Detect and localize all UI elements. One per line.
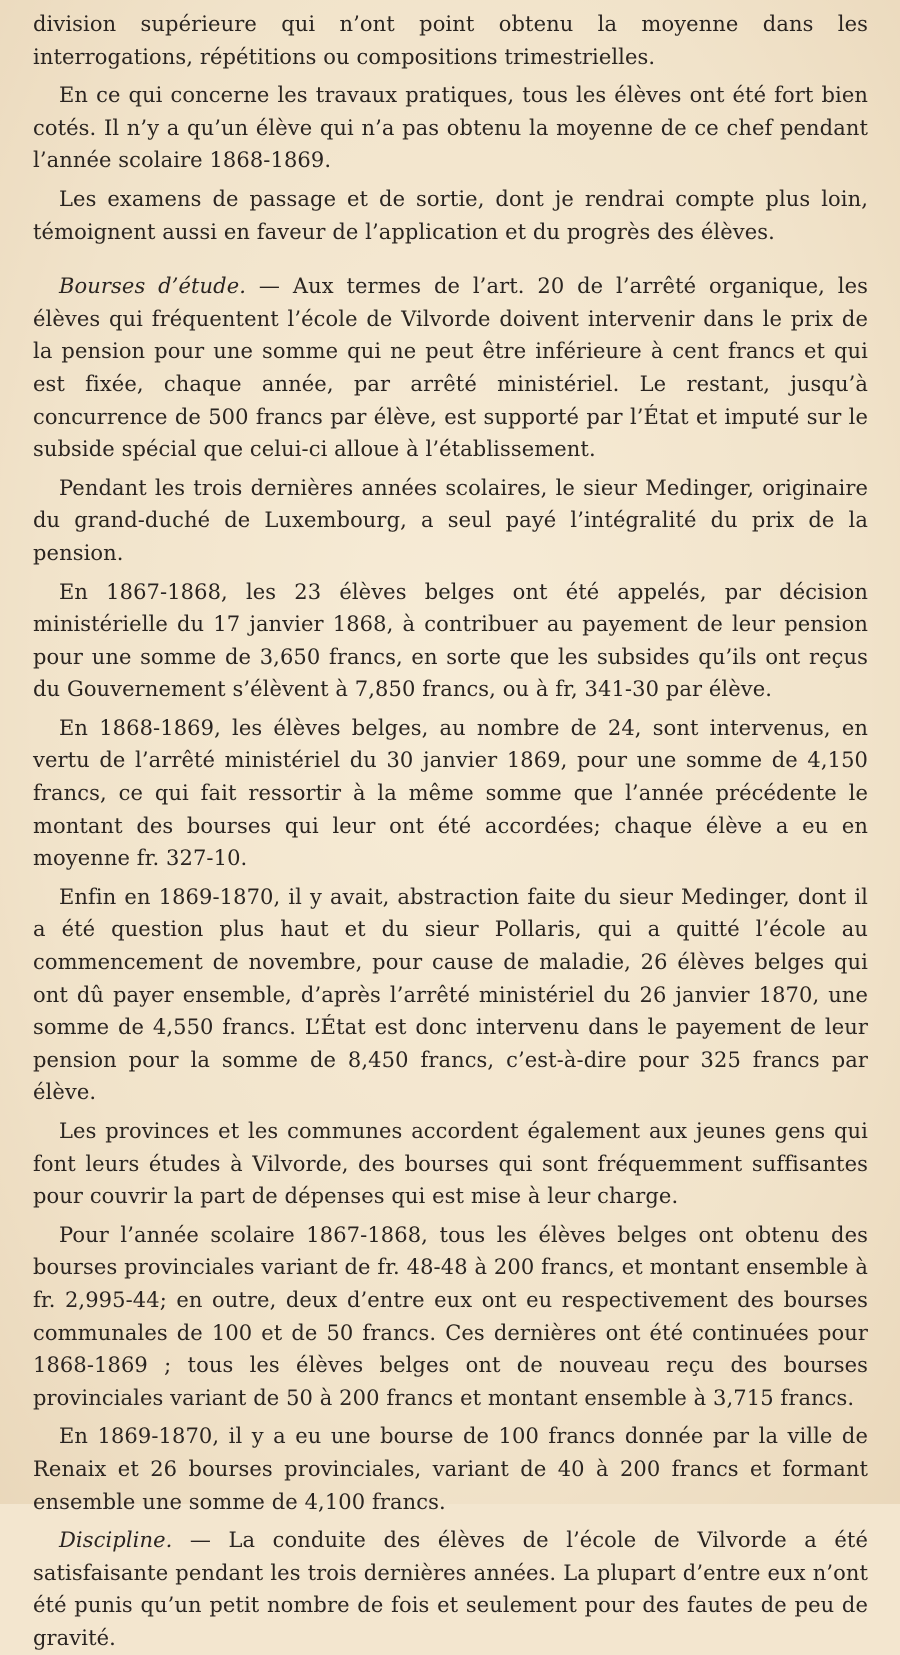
paragraph-1867-1868: En 1867-1868, les 23 élèves belges ont été appelés, par décision ministérielle du 17 janvier 1868, à contribuer au payement de leur pension pour une somme de 3,650 francs, en sorte que les subsides qu’ils ont reçus du Gouvernement s’élèvent à 7,850 francs, ou à fr, 341-30 par élève.: [33, 579, 868, 702]
paragraph-bourses-1869: En 1869-1870, il y a eu une bourse de 100 francs donnée par la ville de Renaix et 26 bourses provinciales, variant de 40 à 200 francs et formant ensemble une somme de 4,100 francs.: [33, 1424, 868, 1514]
paragraph-exams: Les examens de passage et de sortie, dont je rendrai compte plus loin, témoignent aussi en faveur de l’application et du progrès des élèves.: [33, 186, 868, 244]
paragraph-continuation: division supérieure qui n’ont point obtenu la moyenne dans les interrogations, répétitions ou compositions trimestrielles.: [33, 12, 868, 69]
paragraph-bourses-1867: Pour l’année scolaire 1867-1868, tous les élèves belges ont obtenu des bourses provinciales variant de fr. 48-48 à 200 francs, et montant ensemble à fr. 2,995-44; en outre, deux d’entre eux ont eu respectivement des bourses communales de 100 et de 50 francs. Ces dernières ont été continuées pour 1868-1869 ; tous les élèves belges ont de nouveau reçu des bourses provinciales variant de 50 à 200 francs et montant ensemble à 3,715 francs.: [33, 1222, 868, 1410]
paragraph-bourses: Bourses d’étude. — Aux termes de l’art. 20 de l’arrêté organique, les élèves qui fréquentent l’école de Vilvorde doivent intervenir dans le prix de la pension pour une somme qui ne peut être inférieure à cent francs et qui est fixée, chaque année, par arrêté ministériel. Le restant, jusqu’à concurrence de 500 francs par élève, est supporté par l’État et imputé sur le subside spécial que celui-ci alloue à l’établissement.: [33, 274, 868, 462]
paragraph-1868-1869: En 1868-1869, les élèves belges, au nombre de 24, sont intervenus, en vertu de l’arrêté ministériel du 30 janvier 1869, pour une somme de 4,150 francs, ce qui fait ressortir à la même somme que l’année précédente le montant des bourses qui leur ont été accordées; chaque élève a eu en moyenne fr. 327-10.: [33, 715, 868, 871]
section-heading-discipline: Discipline.: [59, 1528, 173, 1553]
paragraph-medinger: Pendant les trois dernières années scolaires, le sieur Medinger, originaire du grand-duché de Luxembourg, a seul payé l’intégralité du prix de la pension.: [33, 475, 868, 565]
paragraph-provinces: Les provinces et les communes accordent également aux jeunes gens qui font leurs études à Vilvorde, des bourses qui sont fréquemment suffisantes pour couvrir la part de dépenses qui est mise à leur charge.: [33, 1119, 868, 1209]
section-heading-bourses: Bourses d’étude.: [59, 274, 247, 299]
paragraph-discipline: Discipline. — La conduite des élèves de l’école de Vilvorde a été satisfaisante pendant les trois dernières années. La plupart d’entre eux n’ont été punis qu’un petit nombre de fois et seulement pour des fautes de peu de gravité.: [33, 1528, 868, 1650]
paragraph-practical-work: En ce qui concerne les travaux pratiques, tous les élèves ont été fort bien cotés. Il n’y a qu’un élève qui n’a pas obtenu la moyenne de ce chef pendant l’année scolaire 1868-1869.: [33, 83, 868, 173]
paragraph-1869-1870: Enfin en 1869-1870, il y avait, abstraction faite du sieur Medinger, dont il a été question plus haut et du sieur Pollaris, qui a quitté l’école au commencement de novembre, pour cause de maladie, 26 élèves belges qui ont dû payer ensemble, d’après l’arrêté ministériel du 26 janvier 1870, une somme de 4,550 francs. L’État est donc intervenu dans le payement de leur pension pour la somme de 8,450 francs, c’est-à-dire pour 325 francs par élève.: [33, 884, 868, 1105]
